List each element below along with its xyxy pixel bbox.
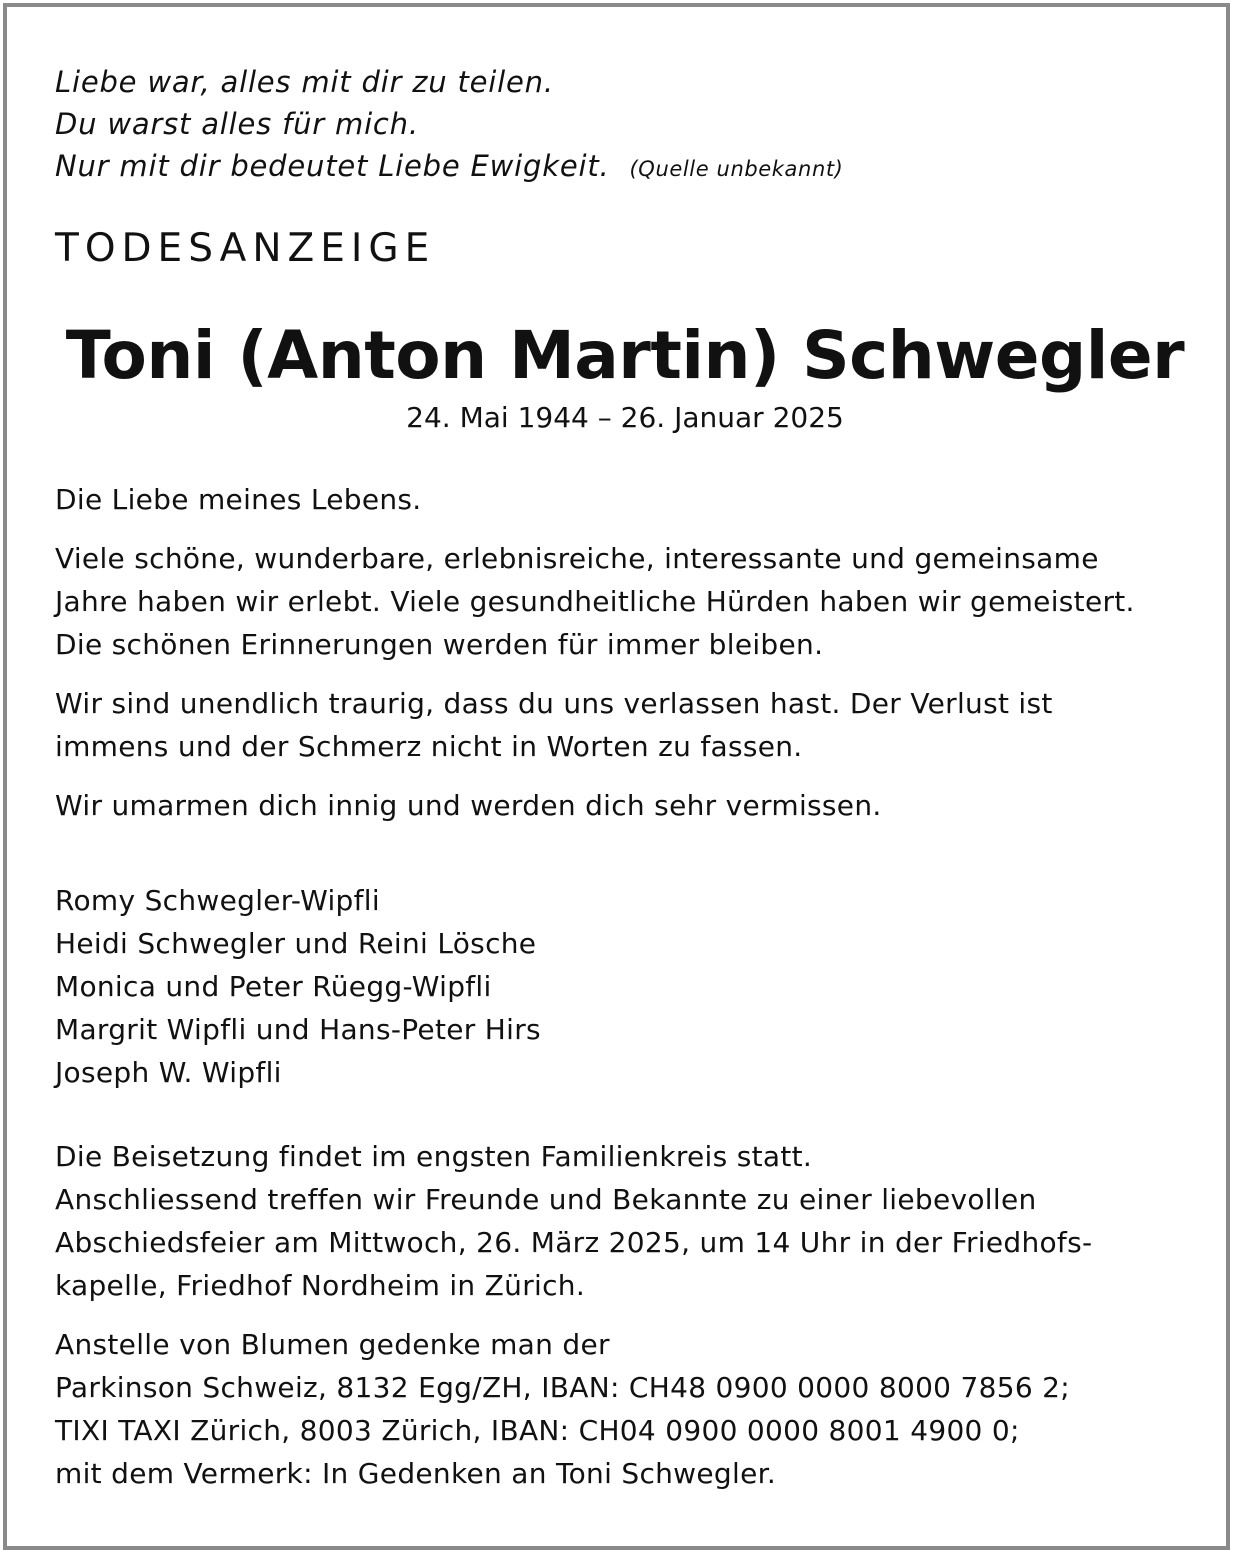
message-line: Viele schöne, wunderbare, erlebnisreiche, interessante und gemeinsame (55, 542, 1099, 575)
donation-line: mit dem Vermerk: In Gedenken an Toni Schwegler. (55, 1457, 777, 1490)
signer-name: Romy Schwegler-Wipfli (55, 884, 380, 917)
quote-line: Du warst alles für mich. (55, 107, 419, 141)
quote-source: (Quelle unbekannt) (629, 157, 844, 181)
message-line: Jahre haben wir erlebt. Viele gesundheitliche Hürden haben wir gemeistert. (55, 585, 1135, 618)
funeral-line: kapelle, Friedhof Nordheim in Zürich. (55, 1269, 586, 1302)
quote-line: Liebe war, alles mit dir zu teilen. (55, 65, 554, 99)
donation-line: Anstelle von Blumen gedenke man der (55, 1328, 610, 1361)
life-dates: 24. Mai 1944 – 26. Januar 2025 (406, 401, 844, 434)
signer-name: Heidi Schwegler und Reini Lösche (55, 927, 537, 960)
deceased-name: Toni (Anton Martin) Schwegler (65, 317, 1185, 394)
opening-quote (55, 61, 1195, 190)
signer-name: Margrit Wipfli und Hans-Peter Hirs (55, 1013, 541, 1046)
message-body (55, 478, 1195, 1495)
quote-line (55, 145, 1195, 190)
notice-heading: TODESANZEIGE (55, 226, 436, 271)
message-paragraph (55, 537, 1195, 666)
signer-name: Monica und Peter Rüegg-Wipfli (55, 970, 492, 1003)
message-line: immens und der Schmerz nicht in Worten zu fassen. (55, 730, 803, 763)
funeral-info (55, 1135, 1195, 1307)
message-line: Die schönen Erinnerungen werden für immer bleiben. (55, 628, 824, 661)
signers-list (55, 879, 1195, 1094)
message-paragraph: Die Liebe meines Lebens. (55, 483, 422, 516)
donation-line: Parkinson Schweiz, 8132 Egg/ZH, IBAN: CH48 0900 0000 8000 7856 2; (55, 1371, 1071, 1404)
message-paragraph: Wir umarmen dich innig und werden dich sehr vermissen. (55, 789, 882, 822)
funeral-line: Abschiedsfeier am Mittwoch, 26. März 2025, um 14 Uhr in der Friedhofs- (55, 1226, 1093, 1259)
funeral-line: Anschliessend treffen wir Freunde und Bekannte zu einer liebevollen (55, 1183, 1037, 1216)
obituary-content (55, 61, 1195, 1495)
donation-info (55, 1323, 1195, 1495)
funeral-line: Die Beisetzung findet im engsten Familienkreis statt. (55, 1140, 813, 1173)
message-paragraph (55, 682, 1195, 768)
quote-line-text: Nur mit dir bedeutet Liebe Ewigkeit. (55, 149, 610, 183)
signer-name: Joseph W. Wipfli (55, 1056, 282, 1089)
message-line: Wir sind unendlich traurig, dass du uns verlassen hast. Der Verlust ist (55, 687, 1053, 720)
obituary-frame (3, 3, 1230, 1550)
donation-line: TIXI TAXI Zürich, 8003 Zürich, IBAN: CH04 0900 0000 8001 4900 0; (55, 1414, 1020, 1447)
